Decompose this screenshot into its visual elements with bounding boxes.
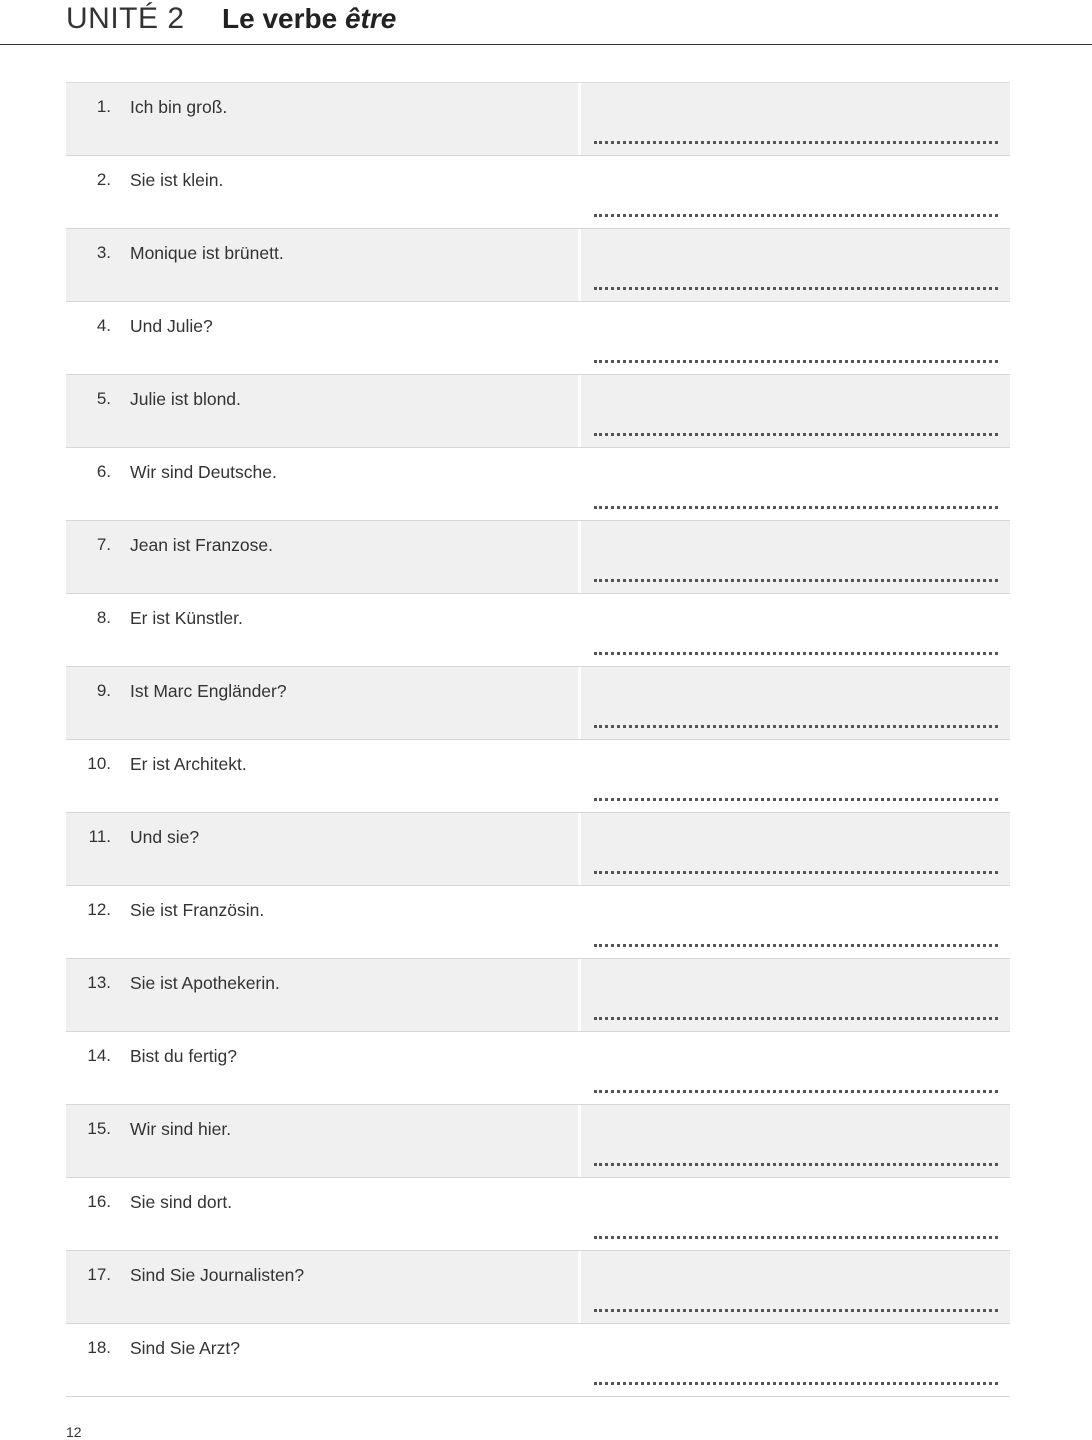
answer-line[interactable]	[594, 1163, 998, 1166]
item-number: 2.	[96, 170, 111, 189]
german-sentence: Sind Sie Journalisten?	[130, 1265, 305, 1285]
exercise-row	[66, 1251, 1010, 1324]
column-divider	[578, 813, 581, 885]
answer-line[interactable]	[594, 871, 998, 874]
item-number: 14.	[87, 1046, 111, 1065]
column-divider	[578, 959, 581, 1031]
item-number: 6.	[96, 462, 111, 481]
item-number: 15.	[87, 1119, 111, 1138]
item-number: 10.	[87, 754, 111, 773]
page-number: 12	[66, 1424, 82, 1440]
german-sentence: Monique ist brünett.	[130, 243, 284, 263]
german-sentence: Er ist Architekt.	[130, 754, 247, 774]
german-sentence: Er ist Künstler.	[130, 608, 243, 628]
answer-line[interactable]	[594, 433, 998, 436]
unit-title-main: Le verbe	[222, 3, 345, 34]
exercise-row	[66, 886, 1010, 959]
item-number: 5.	[96, 389, 111, 408]
item-number: 18.	[87, 1338, 111, 1357]
answer-line[interactable]	[594, 1090, 998, 1093]
answer-line[interactable]	[594, 579, 998, 582]
column-divider	[578, 667, 581, 739]
unit-title-emphasis: être	[344, 3, 397, 34]
exercise-row	[66, 83, 1010, 156]
answer-line[interactable]	[594, 1309, 998, 1312]
answer-line[interactable]	[594, 1382, 998, 1385]
page-header	[0, 0, 1092, 45]
exercise-row	[66, 229, 1010, 302]
answer-line[interactable]	[594, 944, 998, 947]
answer-line[interactable]	[594, 798, 998, 801]
answer-line[interactable]	[594, 1236, 998, 1239]
german-sentence: Julie ist blond.	[130, 389, 241, 409]
item-number: 13.	[87, 973, 111, 992]
exercise-row	[66, 1105, 1010, 1178]
item-number: 7.	[96, 535, 111, 554]
german-sentence: Und Julie?	[130, 316, 213, 336]
answer-line[interactable]	[594, 141, 998, 144]
item-number: 16.	[87, 1192, 111, 1211]
answer-line[interactable]	[594, 214, 998, 217]
german-sentence: Wir sind hier.	[130, 1119, 232, 1139]
german-sentence: Sie ist Apothekerin.	[130, 973, 280, 993]
translation-exercise	[66, 82, 1010, 1397]
item-number: 12.	[87, 900, 111, 919]
item-number: 1.	[96, 97, 111, 116]
exercise-row	[66, 1032, 1010, 1105]
item-number: 17.	[87, 1265, 111, 1284]
german-sentence: Bist du fertig?	[130, 1046, 237, 1066]
answer-line[interactable]	[594, 652, 998, 655]
german-sentence: Ich bin groß.	[130, 97, 228, 117]
unit-title	[222, 3, 396, 35]
column-divider	[578, 229, 581, 301]
exercise-row	[66, 959, 1010, 1032]
exercise-row	[66, 594, 1010, 667]
exercise-row	[66, 521, 1010, 594]
item-number: 11.	[88, 827, 111, 846]
column-divider	[578, 1105, 581, 1177]
german-sentence: Und sie?	[130, 827, 200, 847]
column-divider	[578, 521, 581, 593]
german-sentence: Sie ist klein.	[130, 170, 224, 190]
item-number: 9.	[96, 681, 111, 700]
german-sentence: Sind Sie Arzt?	[130, 1338, 240, 1358]
german-sentence: Sie ist Französin.	[130, 900, 265, 920]
answer-line[interactable]	[594, 287, 998, 290]
item-number: 8.	[96, 608, 111, 627]
german-sentence: Ist Marc Engländer?	[130, 681, 287, 701]
answer-line[interactable]	[594, 360, 998, 363]
unit-label: UNITÉ 2	[66, 2, 185, 35]
exercise-row	[66, 813, 1010, 886]
exercise-row	[66, 375, 1010, 448]
exercise-row	[66, 302, 1010, 375]
column-divider	[578, 83, 581, 155]
german-sentence: Jean ist Franzose.	[130, 535, 273, 555]
answer-line[interactable]	[594, 1017, 998, 1020]
column-divider	[578, 1251, 581, 1323]
answer-line[interactable]	[594, 725, 998, 728]
german-sentence: Sie sind dort.	[130, 1192, 233, 1212]
exercise-row	[66, 1324, 1010, 1397]
exercise-row	[66, 156, 1010, 229]
exercise-row	[66, 740, 1010, 813]
exercise-row	[66, 667, 1010, 740]
answer-line[interactable]	[594, 506, 998, 509]
german-sentence: Wir sind Deutsche.	[130, 462, 277, 482]
exercise-row	[66, 448, 1010, 521]
item-number: 3.	[96, 243, 111, 262]
item-number: 4.	[96, 316, 111, 335]
column-divider	[578, 375, 581, 447]
exercise-row	[66, 1178, 1010, 1251]
